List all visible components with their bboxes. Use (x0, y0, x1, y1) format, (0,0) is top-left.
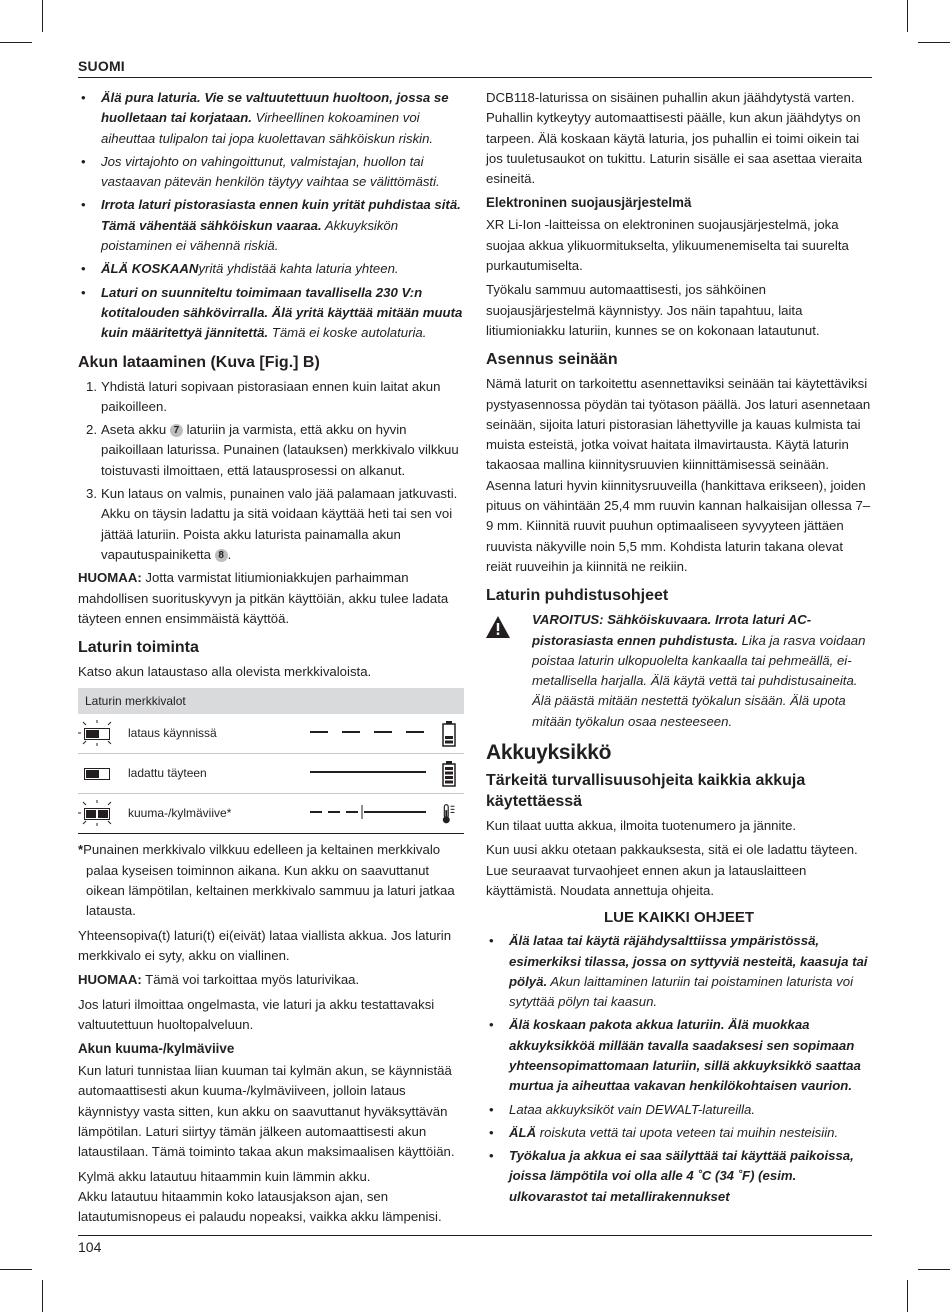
compat-text: Yhteensopiva(t) laturi(t) ei(eivät) lataa viallista akkua. Jos laturin merkkivalo ei syty, akku on viallinen. (78, 927, 452, 963)
note-label: HUOMAA: (78, 570, 142, 586)
left-column (78, 88, 464, 1231)
thermometer-icon (442, 801, 456, 827)
step-number: 2. (86, 422, 97, 438)
safety-bullet (78, 195, 464, 256)
step-text: . (227, 546, 232, 562)
footnote-text: Punainen merkkivalo vilkkuu edelleen ja keltainen merkkivalo palaa kyseisen toiminnon aikana. Kun akku on saavuttanut oikean lämpötilan, keltainen merkkivalo sammuu ja laturi jatkaa latausta. (83, 842, 455, 919)
charging-step (78, 420, 464, 481)
section-label: SUOMI (78, 58, 125, 74)
step-text: Kun lataus on valmis, punainen valo jää palamaan jatkuvasti. Akku on täysin ladattu ja sitä voidaan käyttää heti tai sen voi jättää laturiin. Poista akku laturista painamalla akun vapautuspainiketta (101, 486, 458, 562)
safety-bullet (486, 1123, 872, 1143)
crop-mark (42, 0, 43, 32)
battery-full-icon (442, 761, 456, 787)
safety-bullet (486, 931, 872, 1012)
callout-badge: 8 (215, 549, 228, 562)
esp-text: Työkalu sammuu automaattisesti, jos sähköinen suojausjärjestelmä käynnistyy. Jos näin tapahtuu, laita litiumioniakku laturiin, kunnes se on kokonaan latautunut. (486, 282, 820, 338)
battery-charging-icon (442, 721, 456, 747)
safety-bullet (486, 1146, 872, 1207)
callout-badge: 7 (170, 424, 183, 437)
bullet-bold: Älä koskaan pakota akkua laturiin. Älä muokkaa akkuyksikköä millään tavalla saadaksesi sen sopimaan yhteensopimattomaan laturiin, sillä akkuyksikkö saattaa murtua ja aiheuttaa vakavan henkilökohtaisen vaurion. (509, 1017, 861, 1094)
wall-text: Nämä laturit on tarkoitettu asennettaviksi seinään tai käytettäviksi pystyasennossa pöydän tai työtason päällä. Jos laturi asennetaan seinään, sijoita laturi pistorasian lähettyville ja kauas kulmista tai muista esteistä, jotka voivat haitata ilmavirtausta. Käytä laturin takaosaa mallina kiinnitysruuvien kiinnittämisessä seinään. Asenna laturi hyvin kiinnitysruuveilla (hankittava erikseen), joiden pituus on vähintään 25,4 mm ruuvin kannan halkaisijan ollessa 7–9 mm. Kiinnitä ruuvit puuhun optimaaliseen syvyyteen jättäen ruuvista näkyville noin 5,5 mm. Kohdista laturin takana olevat reiät ruuveihin ja kiinnitä ne reikiin. (486, 376, 871, 574)
safety-bullet (78, 88, 464, 149)
led-indicator (84, 808, 110, 820)
safety-heading: Tärkeitä turvallisuusohjeita kaikkia akkuja käytettäessä (486, 772, 806, 811)
safety-bullet (78, 283, 464, 344)
bullet-text: Akkuyksikön poistaminen ei vähennä riskiä. (101, 217, 399, 254)
header-rule (78, 77, 872, 78)
warning-text: Lika ja rasva voidaan poistaa laturin ulkopuolelta kankaalla tai pehmeällä, ei-metallisella harjalla. Älä käytä vettä tai puhdistusaineita. Älä päästä mitään nestettä työkalun sisään. Älä upota mitään työkalun osaa nesteeseen. (532, 632, 866, 729)
led-indicator (84, 768, 110, 780)
operation-text: Katso akun lataustaso alla olevista merkkivaloista. (78, 664, 372, 680)
note-text: Tämä voi tarkoittaa myös laturivikaa. (141, 972, 360, 988)
bullet-text: Virheellinen kokoaminen voi aiheuttaa tulipalon tai jopa kuolettavan sähköiskun riskin. (101, 110, 434, 146)
light-pattern-solid (308, 764, 428, 780)
operation-heading: Laturin toiminta (78, 639, 199, 657)
charging-step (78, 377, 464, 418)
note-text: Jotta varmistat litiumioniakkujen parhaimman mahdollisen suorituskyvyn ja pitkän käyttöiän, akku tulee ladata täyteen ennen ensimmäistä käyttöä. (78, 570, 449, 626)
bullet-bold: Älä pura laturia. Vie se valtuutettuun huoltoon, jossa se huolletaan tai korjataan. (101, 90, 449, 126)
footer-rule (78, 1235, 872, 1236)
order-text: Kun tilaat uutta akkua, ilmoita tuotenumero ja jännite. (486, 818, 797, 834)
table-header: Laturin merkkivalot (78, 688, 464, 714)
safety-bullet (78, 259, 464, 279)
footnote-star: * (78, 842, 84, 858)
wall-heading: Asennus seinään (486, 351, 618, 369)
bullet-text: Jos virtajohto on vahingoittunut, valmistajan, huollon tai vastaavan pätevän henkilön täytyy vaihtaa se välittömästi. (101, 153, 440, 190)
crop-mark (0, 1269, 32, 1270)
new-battery-text: Kun uusi akku otetaan pakkauksesta, sitä ei ole ladattu täyteen. Lue seuraavat turvaohjeet ennen akun ja latauslaitteen käyttämistä. Noudata annettuja ohjeita. (486, 842, 858, 898)
table-row (78, 794, 464, 833)
safety-bullet (486, 1100, 872, 1120)
indicator-label: lataus käynnissä (128, 726, 217, 741)
indicator-label: kuuma-/kylmäviive* (128, 806, 232, 821)
note-paragraph (78, 568, 464, 629)
read-all-heading: LUE KAIKKI OHJEET (603, 909, 754, 927)
crop-mark (0, 42, 32, 43)
bullet-text: yritä yhdistää kahta laturia yhteen. (198, 261, 399, 277)
light-pattern-dash-then-solid (308, 804, 428, 820)
note-paragraph (78, 970, 464, 990)
crop-mark (42, 1280, 43, 1312)
indicator-label: ladattu täyteen (128, 766, 207, 781)
table-row (78, 754, 464, 794)
bullet-bold: Irrota laturi pistorasiasta ennen kuin yrität puhdistaa sitä. Tämä vähentää sähköiskun vaaraa. (101, 197, 461, 233)
led-indicator (84, 728, 110, 740)
battery-heading: Akkuyksikkö (486, 741, 612, 765)
safety-bullet (486, 1015, 872, 1096)
crop-mark (918, 42, 950, 43)
problem-text: Jos laturi ilmoittaa ongelmasta, vie laturi ja akku testattavaksi valtuutettuun huoltopalveluun. (78, 996, 435, 1032)
step-text: Aseta akku (101, 422, 170, 438)
table-row (78, 714, 464, 754)
bullet-text: Akun laittaminen laturiin tai poistaminen laturista voi sytyttää pölyn tai kaasun. (509, 973, 854, 1010)
page-number: 104 (78, 1239, 102, 1255)
charging-step (78, 484, 464, 565)
delay-text: Kun laturi tunnistaa liian kuuman tai kylmän akun, se käynnistää automaattisesti akun kuuma-/kylmäviiveen, jolloin lataus käynnistyy vasta sitten, kun akku on saavuttanut hyväksyttävän lämpötilan. Laturi siirtyy tämän jälkeen automaattisesti akun lataustilaan. Tämä toiminto takaa akun maksimaalisen käyttöiän. (78, 1063, 455, 1160)
note-label: HUOMAA: (78, 972, 142, 988)
bullet-bold: ÄLÄ KOSKAAN (101, 261, 199, 277)
cold-text: Akku latautuu hitaammin koko latausjakson ajan, sen latautumisnopeus ei palaudu nopeaksi, vaikka akku lämpenisi. (78, 1188, 442, 1225)
cold-text: Kylmä akku latautuu hitaammin kuin lämmin akku. (78, 1168, 371, 1184)
bullet-text: roiskuta vettä tai upota veteen tai muihin nesteisiin. (536, 1124, 839, 1140)
cleaning-warning (486, 610, 872, 732)
step-number: 1. (86, 378, 97, 394)
right-column (486, 88, 872, 1210)
crop-mark (918, 1269, 950, 1270)
step-text: Yhdistä laturi sopivaan pistorasiaan ennen kuin laitat akun paikoilleen. (101, 378, 441, 414)
footnote (78, 840, 464, 921)
cleaning-heading: Laturin puhdistusohjeet (486, 587, 669, 605)
warning-triangle-icon (486, 616, 510, 638)
step-text: laturiin ja varmista, että akku on hyvin paikoillaan laturissa. Punainen (latauksen) merkkivalo vilkkuu toistuvasti ilmoittaen, että latausprosessi on alkanut. (101, 422, 459, 478)
bullet-bold: ÄLÄ (509, 1124, 537, 1140)
fan-text: DCB118-laturissa on sisäinen puhallin akun jäähdytystä varten. Puhallin kytkeytyy automaattisesti päälle, kun akun jäähdytys on tarpeen. Älä koskaan käytä laturia, jos puhallin ei toimi oikein tai jos tuuletusaukot on tukittu. Laturin sisälle ei saa asettaa vieraita esineitä. (486, 90, 863, 187)
light-pattern-dashed (308, 724, 428, 740)
bullet-text: Tämä ei koske autolaturia. (268, 325, 427, 341)
delay-heading: Akun kuuma-/kylmäviive (78, 1041, 235, 1057)
bullet-bold: Laturi on suunniteltu toimimaan tavallisella 230 V:n kotitalouden sähkövirralla. Älä yritä käyttää mitään muuta kuin määritettyä jännitettä. (101, 284, 463, 341)
indicator-table (78, 688, 464, 834)
esp-text: XR Li-Ion -laitteissa on elektroninen suojausjärjestelmä, joka suojaa akkua ylikuormitukselta, ylikuumenemiselta tai suurelta purkautumiselta. (486, 217, 849, 274)
bullet-bold: Älä lataa tai käytä räjähdysalttiissa ympäristössä, esimerkiksi tilassa, jossa on syttyviä nesteitä, kaasuja tai pölyä. (509, 933, 868, 989)
warning-bold: VAROITUS: Sähköiskuvaara. Irrota laturi AC-pistorasiasta ennen puhdistusta. (532, 612, 812, 648)
bullet-text: Lataa akkuyksiköt vain DEWALT-latureilla. (509, 1101, 756, 1117)
crop-mark (907, 1280, 908, 1312)
step-number: 3. (86, 486, 97, 502)
bullet-bold: Työkalua ja akkua ei saa säilyttää tai käyttää paikoissa, joissa lämpötila voi olla alle 4 ˚C (34 ˚F) (esim. ulkovarastot tai metallirakennukset (509, 1148, 854, 1204)
esp-heading: Elektroninen suojausjärjestelmä (486, 195, 692, 211)
crop-mark (907, 0, 908, 32)
charging-heading: Akun lataaminen (Kuva [Fig.] B) (78, 353, 320, 371)
safety-bullet (78, 152, 464, 193)
